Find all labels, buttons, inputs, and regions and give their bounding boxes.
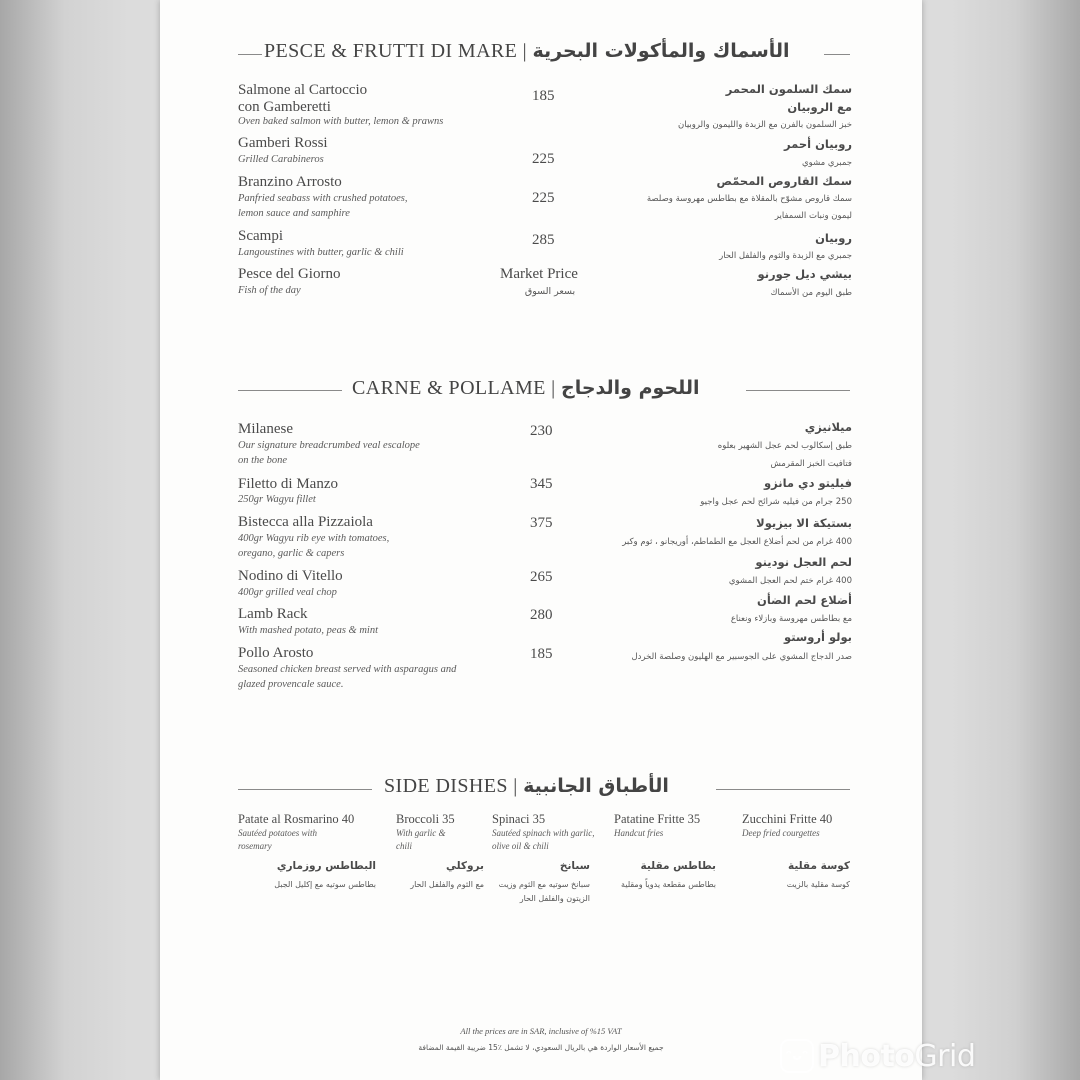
menu-item-name: Scampi xyxy=(238,228,283,244)
menu-item-desc: With mashed potato, peas & mint xyxy=(238,625,378,636)
section-header-meat xyxy=(352,377,700,400)
price-note: All the prices are in SAR, inclusive of %15 VAT xyxy=(460,1026,622,1036)
header-rule-left xyxy=(238,789,372,790)
menu-item-price: 225 xyxy=(532,151,555,167)
menu-item-price: 345 xyxy=(530,476,553,492)
menu-item-name: Lamb Rack xyxy=(238,606,308,622)
header-rule-left xyxy=(238,390,342,391)
menu-item-ar-desc: خبز السلمون بالفرن مع الزبدة والليمون والروبيان xyxy=(678,120,852,130)
menu-item-desc: Oven baked salmon with butter, lemon & prawns xyxy=(238,116,444,127)
side-dish-ar-name: بروكلي xyxy=(445,860,484,872)
menu-item-ar-name: روبيان أحمر xyxy=(783,137,852,151)
menu-item-desc: 250gr Wagyu fillet xyxy=(238,494,316,505)
menu-item-desc: Seasoned chicken breast served with asparagus and glazed provencale sauce. xyxy=(238,664,457,690)
menu-item-price: 375 xyxy=(530,515,553,531)
menu-item-ar-name: بيشي ديل جورنو xyxy=(757,267,852,281)
header-rule-right xyxy=(824,54,850,55)
section-title-en: SIDE DISHES | xyxy=(384,775,518,797)
menu-item-ar-name: بولو أروستو xyxy=(784,630,852,644)
menu-item-ar-desc: طبق إسكالوب لحم عجل الشهير بعلوه xyxy=(717,441,852,451)
section-title-ar: الأطباق الجانبية xyxy=(523,775,669,797)
menu-item-desc: Panfried seabass with crushed potatoes, lemon sauce and samphire xyxy=(238,193,408,219)
menu-item-ar-desc: ليمون ونبات السمفاير xyxy=(774,211,852,221)
section-title-en: CARNE & POLLAME | xyxy=(352,377,556,399)
menu-item-ar-desc: سمك قاروص مشوّح بالمقلاة مع بطاطس مهروسة وصلصة xyxy=(646,194,852,204)
menu-item-price: 280 xyxy=(530,607,553,623)
section-header-seafood xyxy=(264,40,790,63)
menu-item-ar-desc: 250 جرام من فيليه شرائح لحم عجل واجيو xyxy=(700,497,852,507)
menu-item-ar-desc: مع بطاطس مهروسة وبازلاء ونعناع xyxy=(730,614,852,624)
menu-item-ar-name: أضلاع لحم الضأن xyxy=(757,593,852,607)
photogrid-watermark xyxy=(780,1036,975,1076)
section-title-ar: اللحوم والدجاج xyxy=(561,377,700,399)
menu-item-ar-desc: فتافيت الخبز المقرمش xyxy=(770,459,852,469)
menu-item-ar-name: فيليتو دي مانزو xyxy=(763,476,852,490)
menu-item-ar-name: بستيكة الا بيزيولا xyxy=(756,516,852,530)
menu-item-ar-name: روبيان xyxy=(815,231,852,245)
menu-item-ar-desc: طبق اليوم من الأسماك xyxy=(770,288,852,298)
menu-item-ar-desc: 400 غرام ختم لحم العجل المشوي xyxy=(728,576,852,586)
menu-item-name: Pollo Arosto xyxy=(238,645,314,661)
menu-item-ar-name: لحم العجل نودينو xyxy=(755,555,852,569)
side-dish-name: Broccoli 35 xyxy=(396,812,455,826)
menu-item-name: Branzino Arrosto xyxy=(238,174,342,190)
menu-item-price: Market Price xyxy=(500,266,578,282)
menu-item-name: Gamberi Rossi xyxy=(238,135,328,151)
menu-item-ar-name: مع الروبيان xyxy=(787,100,852,114)
menu-item-name: Filetto di Manzo xyxy=(238,476,338,492)
photogrid-logo-icon: ᵔᴗᵔ xyxy=(780,1039,814,1073)
menu-item-price: 225 xyxy=(532,190,555,206)
header-rule-right xyxy=(746,390,850,391)
menu-item-price: 185 xyxy=(530,646,553,662)
side-dish-name: Patate al Rosmarino 40 xyxy=(238,812,355,826)
side-dish-ar-desc: بطاطس مقطعة يدوياً ومقلية xyxy=(621,880,716,889)
menu-item-name: Pesce del Giorno xyxy=(238,266,341,282)
section-header-sides xyxy=(384,775,669,798)
menu-item-desc: Fish of the day xyxy=(238,285,301,296)
side-dish-name: Zucchini Fritte 40 xyxy=(742,812,833,826)
side-dish-desc: Sautéed potatoes with rosemary xyxy=(238,828,317,851)
menu-item-desc: Langoustines with butter, garlic & chili xyxy=(238,247,404,258)
side-dish-ar-desc: مع الثوم والفلفل الحار xyxy=(410,880,484,889)
menu-page xyxy=(160,0,922,1080)
menu-item-price: 285 xyxy=(532,232,555,248)
side-dish-ar-desc: بطاطس سوتيه مع إكليل الجبل xyxy=(274,880,376,889)
side-dish-ar-name: سبانخ xyxy=(559,860,590,872)
side-dish-ar-name: بطاطس مقلية xyxy=(640,860,716,872)
menu-item-ar-name: ميلانيزي xyxy=(804,420,852,434)
menu-item-desc: 400gr grilled veal chop xyxy=(238,587,337,598)
side-dish-desc: Handcut fries xyxy=(614,828,664,838)
menu-item-name: Nodino di Vitello xyxy=(238,568,343,584)
section-title-en: PESCE & FRUTTI DI MARE | xyxy=(264,40,528,62)
menu-item-ar-desc: صدر الدجاج المشوي على الجوسبير مع الهليون وصلصة الخردل xyxy=(631,652,852,662)
menu-item-name: Milanese xyxy=(238,421,293,437)
side-dish-ar-name: البطاطس روزماري xyxy=(276,860,376,872)
menu-item-desc: 400gr Wagyu rib eye with tomatoes, oregano, garlic & capers xyxy=(238,533,390,559)
section-title-ar: الأسماك والمأكولات البحرية xyxy=(532,40,790,62)
side-dish-desc: Sautéed spinach with garlic, olive oil & chili xyxy=(492,828,595,851)
side-dish-name: Spinaci 35 xyxy=(492,812,546,826)
menu-item-price-ar: بسعر السوق xyxy=(524,286,576,297)
menu-item-name: Salmone al Cartoccio con Gamberetti xyxy=(238,82,368,115)
menu-item-ar-name: سمك القاروص المحمّص xyxy=(716,174,852,188)
menu-item-price: 265 xyxy=(530,569,553,585)
side-dish-ar-name: كوسة مقلية xyxy=(787,860,850,872)
menu-item-price: 185 xyxy=(532,88,555,104)
menu-item-ar-desc: 400 غرام من لحم أضلاع العجل مع الطماطم، أوريجانو ، ثوم وكبر xyxy=(622,537,852,547)
menu-item-price: 230 xyxy=(530,423,553,439)
side-dish-ar-desc: كوسة مقلية بالزيت xyxy=(786,880,850,889)
menu-item-desc: Our signature breadcrumbed veal escalope on the bone xyxy=(238,440,420,466)
menu-item-ar-desc: جمبري مشوي xyxy=(802,158,852,168)
watermark-text: PhotoGrid xyxy=(818,1038,976,1074)
price-note-ar: جميع الأسعار الواردة هي بالريال السعودي، لا تشمل ٪15 ضريبة القيمة المضافة xyxy=(418,1043,664,1052)
side-dish-desc: With garlic & chili xyxy=(396,828,446,851)
header-rule-right xyxy=(716,789,850,790)
menu-item-ar-desc: جمبري مع الزبدة والثوم والفلفل الحار xyxy=(719,251,852,261)
menu-item-desc: Grilled Carabineros xyxy=(238,154,324,165)
side-dish-ar-desc: سبانخ سوتيه مع الثوم وزيت الزيتون والفلفل الحار xyxy=(498,880,590,903)
header-rule-left xyxy=(238,54,262,55)
side-dish-desc: Deep fried courgettes xyxy=(742,828,820,838)
side-dish-name: Patatine Fritte 35 xyxy=(614,812,701,826)
menu-item-ar-name: سمك السلمون المحمر xyxy=(725,82,852,96)
menu-item-name: Bistecca alla Pizzaiola xyxy=(238,514,373,530)
